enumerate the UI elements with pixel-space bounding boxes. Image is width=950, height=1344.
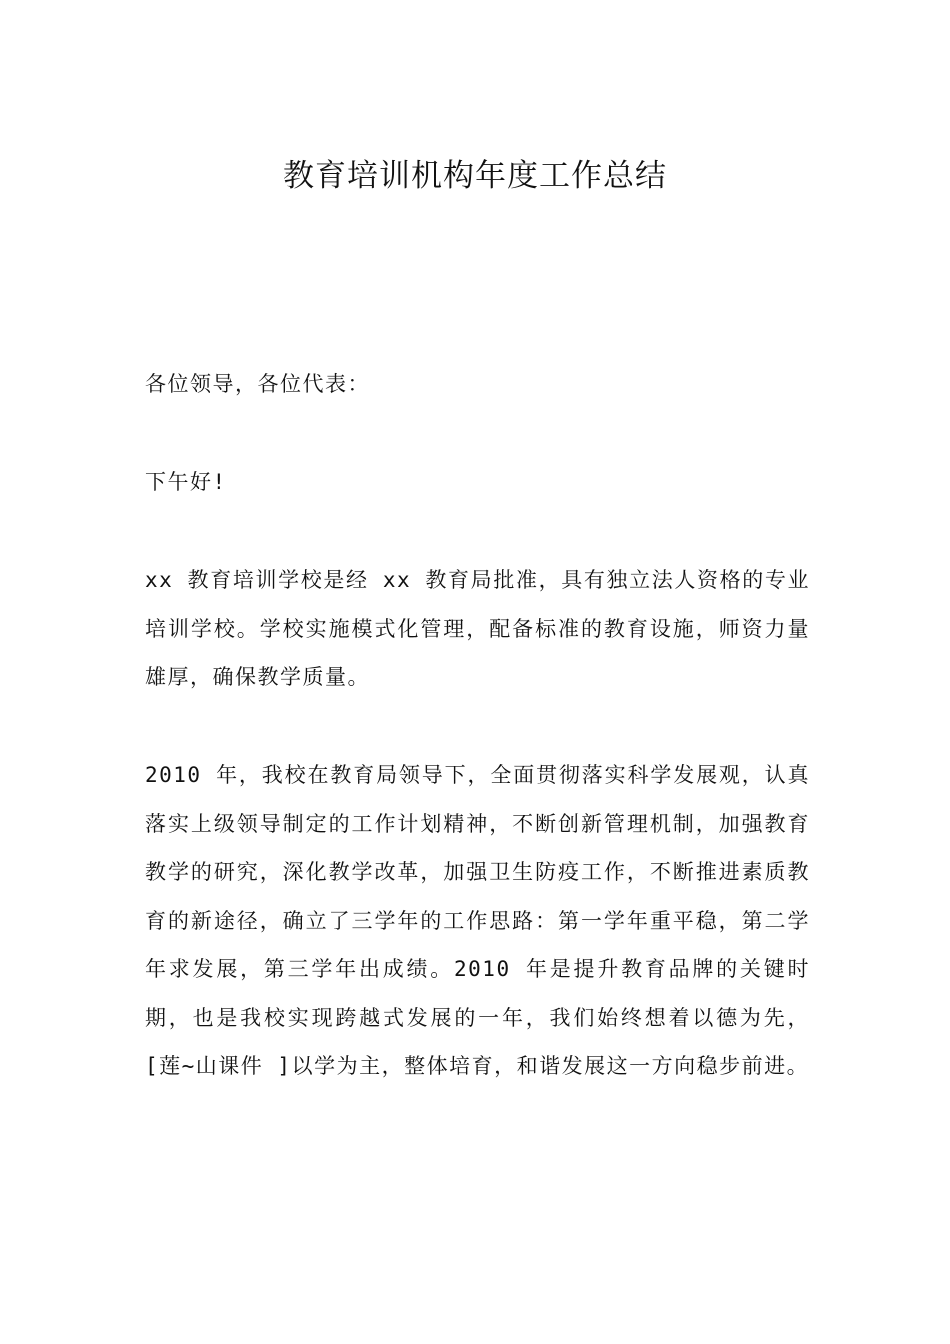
salutation-paragraph: 下午好! (145, 470, 227, 494)
annual-work-paragraph: 2010 年，我校在教育局领导下，全面贯彻落实科学发展观，认真落实上级领导制定的工作计划精神，不断创新管理机制，加强教育教学的研究，深化教学改革，加强卫生防疫工作，不断推进素质教育的新途径，确立了三学年的工作思路：第一学年重平稳，第二学年求发展，第三学年出成绩。2010 年是提升教育品牌的关键时期，也是我校实现跨越式发展的一年，我们始终想着以德为先，[莲~山课件 ]以学为主，整体培育，和谐发展这一方向稳步前进。 (145, 763, 810, 1078)
greeting-paragraph: 各位领导，各位代表： (145, 372, 370, 396)
document-title: 教育培训机构年度工作总结 (283, 158, 667, 194)
school-introduction-paragraph: xx 教育培训学校是经 xx 教育局批准，具有独立法人资格的专业培训学校。学校实施模式化管理，配备标准的教育设施，师资力量雄厚，确保教学质量。 (145, 568, 810, 689)
